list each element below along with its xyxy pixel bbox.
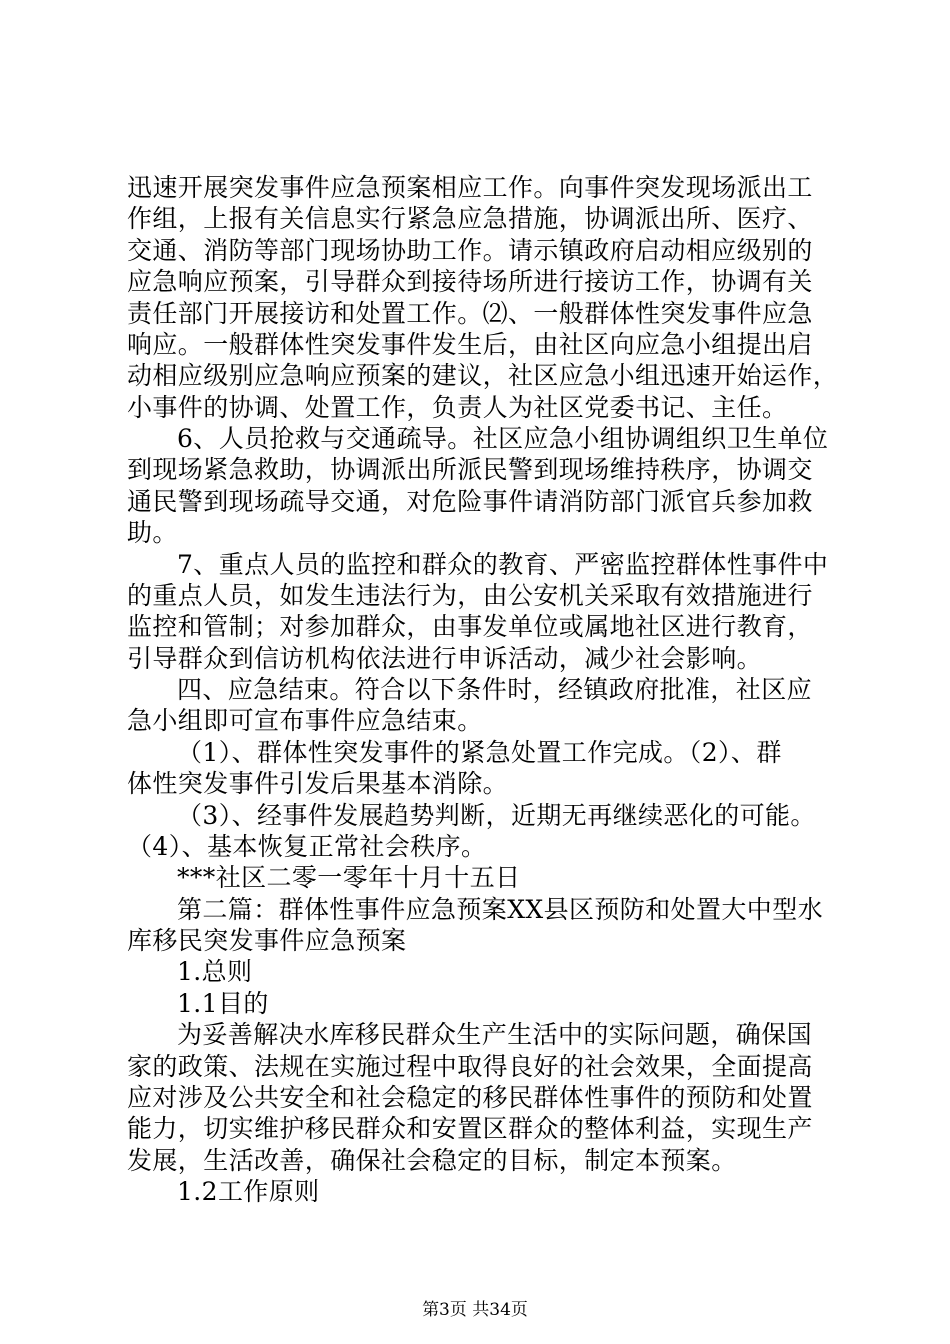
- text-line: 通民警到现场疏导交通，对危险事件请消防部门派官兵参加救: [127, 487, 813, 516]
- text-line: 迅速开展突发事件应急预案相应工作。向事件突发现场派出工: [127, 173, 813, 202]
- text-line: 监控和管制；对参加群众，由事发单位或属地社区进行教育，: [127, 612, 813, 641]
- text-line: 能力，切实维护移民群众和安置区群众的整体利益，实现生产: [127, 1114, 813, 1143]
- text-line: 的重点人员，如发生违法行为，由公安机关采取有效措施进行: [127, 581, 813, 610]
- signature-date-line: ***社区二零一零年十月十五日: [177, 863, 521, 892]
- paragraph-start-line: 7、重点人员的监控和群众的教育、严密监控群体性事件中: [177, 550, 829, 579]
- paragraph-start-line: （3）、经事件发展趋势判断，近期无再继续恶化的可能。: [177, 801, 816, 830]
- text-line: 响应。一般群体性突发事件发生后，由社区向应急小组提出启: [127, 330, 813, 359]
- page-number-footer: 第3页 共34页: [422, 1300, 528, 1320]
- text-line: 交通、消防等部门现场协助工作。请示镇政府启动相应级别的: [127, 236, 813, 265]
- paragraph-start-line: （1）、群体性突发事件的紧急处置工作完成。（2）、群: [177, 738, 782, 767]
- text-line: 作组，上报有关信息实行紧急应急措施，协调派出所、医疗、: [127, 204, 813, 233]
- text-line: 动相应级别应急响应预案的建议，社区应急小组迅速开始运作，: [127, 361, 839, 390]
- paragraph-start-line: 6、人员抢救与交通疏导。社区应急小组协调组织卫生单位: [177, 424, 829, 453]
- text-line: 到现场紧急救助，协调派出所派民警到现场维持秩序，协调交: [127, 455, 813, 484]
- paragraph-start-line: 四、应急结束。符合以下条件时，经镇政府批准，社区应: [177, 675, 813, 704]
- heading-purpose: 1.1目的: [177, 989, 269, 1018]
- text-line: 体性突发事件引发后果基本消除。: [127, 769, 509, 798]
- text-line: 助。: [127, 518, 178, 547]
- section-heading-line: 库移民突发事件应急预案: [127, 926, 407, 955]
- text-line: 小事件的协调、处置工作，负责人为社区党委书记、主任。: [127, 393, 788, 422]
- text-line: 应急响应预案，引导群众到接待场所进行接访工作，协调有关: [127, 267, 813, 296]
- text-line: 应对涉及公共安全和社会稳定的移民群体性事件的预防和处置: [127, 1083, 813, 1112]
- text-line: 引导群众到信访机构依法进行申诉活动，减少社会影响。: [127, 644, 763, 673]
- section-heading-line: 第二篇：群体性事件应急预案XX县区预防和处置大中型水: [177, 895, 823, 924]
- text-line: 急小组即可宣布事件应急结束。: [127, 706, 483, 735]
- paragraph-start-line: 为妥善解决水库移民群众生产生活中的实际问题，确保国: [177, 1020, 813, 1049]
- text-line: 家的政策、法规在实施过程中取得良好的社会效果，全面提高: [127, 1052, 813, 1081]
- text-line: 责任部门开展接访和处置工作。⑵、一般群体性突发事件应急: [127, 299, 813, 328]
- text-line: 发展，生活改善，确保社会稳定的目标，制定本预案。: [127, 1146, 737, 1175]
- heading-general: 1.总则: [177, 957, 253, 986]
- text-line: （4）、基本恢复正常社会秩序。: [127, 832, 487, 861]
- heading-work-principles: 1.2工作原则: [177, 1177, 320, 1206]
